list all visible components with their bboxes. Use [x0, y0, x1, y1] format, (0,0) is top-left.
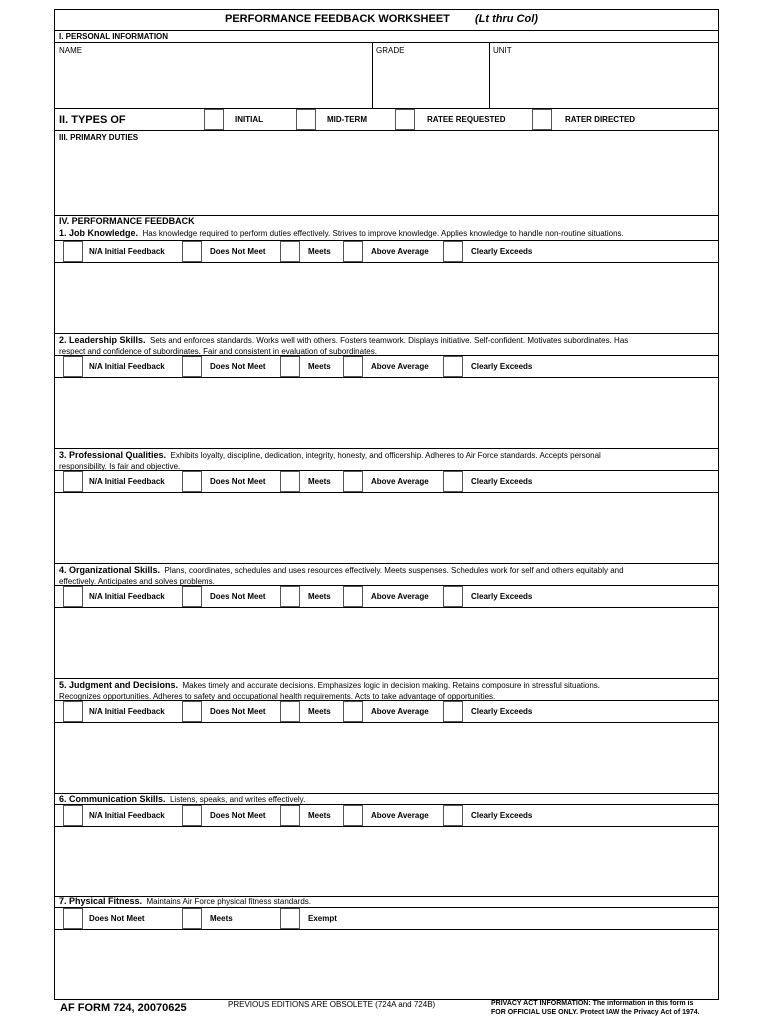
grade-field[interactable] — [374, 56, 487, 106]
item-4-does-not-meet-label: Does Not Meet — [210, 592, 266, 601]
item-2-clearly-exceeds-checkbox[interactable] — [443, 356, 463, 377]
item-5-above-average-label: Above Average — [371, 707, 429, 716]
item-1-clearly-exceeds-checkbox[interactable] — [443, 241, 463, 262]
item-7-exempt-checkbox[interactable] — [280, 908, 300, 929]
item-5-comments-field[interactable] — [57, 724, 717, 791]
item-6-clearly-exceeds-checkbox[interactable] — [443, 805, 463, 826]
initial-checkbox[interactable] — [204, 109, 224, 130]
item-7-does-not-meet-checkbox[interactable] — [63, 908, 83, 929]
item-5-meets-checkbox[interactable] — [280, 701, 300, 722]
item-3-does-not-meet-checkbox[interactable] — [182, 471, 202, 492]
unit-label: UNIT — [493, 46, 512, 55]
item-6-above-average-label: Above Average — [371, 811, 429, 820]
item-3-clearly-exceeds-checkbox[interactable] — [443, 471, 463, 492]
item-4-na-label: N/A Initial Feedback — [89, 592, 165, 601]
item-7-meets-label: Meets — [210, 914, 233, 923]
name-label: NAME — [59, 46, 83, 55]
item-4-above-average-label: Above Average — [371, 592, 429, 601]
item-7-meets-checkbox[interactable] — [182, 908, 202, 929]
item-5-clearly-exceeds-label: Clearly Exceeds — [471, 707, 533, 716]
item-1-does-not-meet-checkbox[interactable] — [182, 241, 202, 262]
item-1-meets-checkbox[interactable] — [280, 241, 300, 262]
item-6-comments-field[interactable] — [57, 828, 717, 894]
item-3-above-average-checkbox[interactable] — [343, 471, 363, 492]
section-types-heading: II. TYPES OF — [59, 114, 126, 126]
item-1-description: 1. Job Knowledge. Has knowledge required to perform duties effectively. Strives to improve knowledge. Applies knowledge to handle non-routine situations. — [59, 228, 624, 238]
primary-duties-field[interactable] — [57, 144, 717, 214]
item-1-na-checkbox[interactable] — [63, 241, 83, 262]
item-2-na-checkbox[interactable] — [63, 356, 83, 377]
item-6-meets-label: Meets — [308, 811, 331, 820]
item-5-na-label: N/A Initial Feedback — [89, 707, 165, 716]
privacy-notice-line-2: FOR OFFICIAL USE ONLY. Protect IAW the Privacy Act of 1974. — [491, 1009, 700, 1016]
item-1-comments-field[interactable] — [57, 264, 717, 331]
rater-directed-label: RATER DIRECTED — [565, 115, 636, 124]
ratee-requested-checkbox[interactable] — [395, 109, 415, 130]
item-1-clearly-exceeds-label: Clearly Exceeds — [471, 247, 533, 256]
item-2-na-label: N/A Initial Feedback — [89, 362, 165, 371]
unit-field[interactable] — [491, 56, 717, 106]
grade-label: GRADE — [376, 46, 405, 55]
item-1-above-average-checkbox[interactable] — [343, 241, 363, 262]
item-7-description: 7. Physical Fitness. Maintains Air Force physical fitness standards. — [59, 896, 312, 906]
item-5-description: 5. Judgment and Decisions. Makes timely and accurate decisions. Emphasizes logic in decision making. Retains composure in stressful situations. Recognizes opportunities. Adheres to safety and occupational health requirements. Acts to take advantage of opportunities. — [59, 680, 601, 701]
item-6-does-not-meet-checkbox[interactable] — [182, 805, 202, 826]
name-field[interactable] — [57, 56, 370, 106]
item-6-above-average-checkbox[interactable] — [343, 805, 363, 826]
item-4-clearly-exceeds-checkbox[interactable] — [443, 586, 463, 607]
item-2-description: 2. Leadership Skills. Sets and enforces standards. Works well with others. Fosters teamwork. Displays initiative. Self-confident. Motivates subordinates. Has respect and confidence of subordinates. Fair and consistent in evaluation of subordinates. — [59, 335, 629, 356]
form-subtitle: (Lt thru Col) — [475, 13, 538, 25]
section-primary-duties-heading: III. PRIMARY DUTIES — [59, 133, 139, 142]
item-1-does-not-meet-label: Does Not Meet — [210, 247, 266, 256]
item-4-description: 4. Organizational Skills. Plans, coordinates, schedules and uses resources effectively. Meets suspenses. Schedules work for self and others equitably and effectively. Anticipates and solves problems. — [59, 565, 624, 586]
item-4-does-not-meet-checkbox[interactable] — [182, 586, 202, 607]
section-performance-feedback-heading: IV. PERFORMANCE FEEDBACK — [59, 216, 195, 226]
item-5-clearly-exceeds-checkbox[interactable] — [443, 701, 463, 722]
item-4-clearly-exceeds-label: Clearly Exceeds — [471, 592, 533, 601]
item-5-meets-label: Meets — [308, 707, 331, 716]
section-personal-information-heading: I. PERSONAL INFORMATION — [59, 32, 169, 41]
rater-directed-checkbox[interactable] — [532, 109, 552, 130]
item-2-meets-label: Meets — [308, 362, 331, 371]
item-6-na-checkbox[interactable] — [63, 805, 83, 826]
item-6-na-label: N/A Initial Feedback — [89, 811, 165, 820]
item-5-na-checkbox[interactable] — [63, 701, 83, 722]
item-3-comments-field[interactable] — [57, 494, 717, 561]
item-4-meets-checkbox[interactable] — [280, 586, 300, 607]
item-4-above-average-checkbox[interactable] — [343, 586, 363, 607]
item-6-does-not-meet-label: Does Not Meet — [210, 811, 266, 820]
item-5-does-not-meet-label: Does Not Meet — [210, 707, 266, 716]
privacy-notice-line-1: PRIVACY ACT INFORMATION: The information in this form is — [491, 1000, 694, 1007]
item-3-above-average-label: Above Average — [371, 477, 429, 486]
ratee-requested-label: RATEE REQUESTED — [427, 115, 506, 124]
item-3-na-label: N/A Initial Feedback — [89, 477, 165, 486]
item-4-na-checkbox[interactable] — [63, 586, 83, 607]
item-6-description: 6. Communication Skills. Listens, speaks, and writes effectively. — [59, 794, 306, 804]
item-2-above-average-checkbox[interactable] — [343, 356, 363, 377]
item-3-na-checkbox[interactable] — [63, 471, 83, 492]
initial-label: INITIAL — [235, 115, 263, 124]
form-id: AF FORM 724, 20070625 — [60, 1002, 187, 1014]
item-2-comments-field[interactable] — [57, 379, 717, 446]
item-7-does-not-meet-label: Does Not Meet — [89, 914, 145, 923]
item-3-meets-checkbox[interactable] — [280, 471, 300, 492]
item-2-clearly-exceeds-label: Clearly Exceeds — [471, 362, 533, 371]
form-title: PERFORMANCE FEEDBACK WORKSHEET — [225, 13, 450, 25]
item-1-na-label: N/A Initial Feedback — [89, 247, 165, 256]
item-5-does-not-meet-checkbox[interactable] — [182, 701, 202, 722]
item-7-exempt-label: Exempt — [308, 914, 337, 923]
editions-notice: PREVIOUS EDITIONS ARE OBSOLETE (724A and 724B) — [228, 1000, 436, 1009]
item-6-meets-checkbox[interactable] — [280, 805, 300, 826]
item-6-clearly-exceeds-label: Clearly Exceeds — [471, 811, 533, 820]
item-4-comments-field[interactable] — [57, 609, 717, 676]
item-5-above-average-checkbox[interactable] — [343, 701, 363, 722]
item-3-description: 3. Professional Qualities. Exhibits loyalty, discipline, dedication, integrity, honesty, and officership. Adheres to Air Force standards. Accepts personal responsibility. Is fair and objective. — [59, 450, 601, 471]
item-1-above-average-label: Above Average — [371, 247, 429, 256]
item-4-meets-label: Meets — [308, 592, 331, 601]
item-2-does-not-meet-label: Does Not Meet — [210, 362, 266, 371]
item-2-meets-checkbox[interactable] — [280, 356, 300, 377]
item-7-comments-field[interactable] — [57, 931, 717, 999]
mid-term-label: MID-TERM — [327, 115, 367, 124]
item-3-clearly-exceeds-label: Clearly Exceeds — [471, 477, 533, 486]
item-2-above-average-label: Above Average — [371, 362, 429, 371]
item-2-does-not-meet-checkbox[interactable] — [182, 356, 202, 377]
mid-term-checkbox[interactable] — [296, 109, 316, 130]
item-3-meets-label: Meets — [308, 477, 331, 486]
form-frame — [54, 9, 719, 1000]
item-3-does-not-meet-label: Does Not Meet — [210, 477, 266, 486]
item-1-meets-label: Meets — [308, 247, 331, 256]
